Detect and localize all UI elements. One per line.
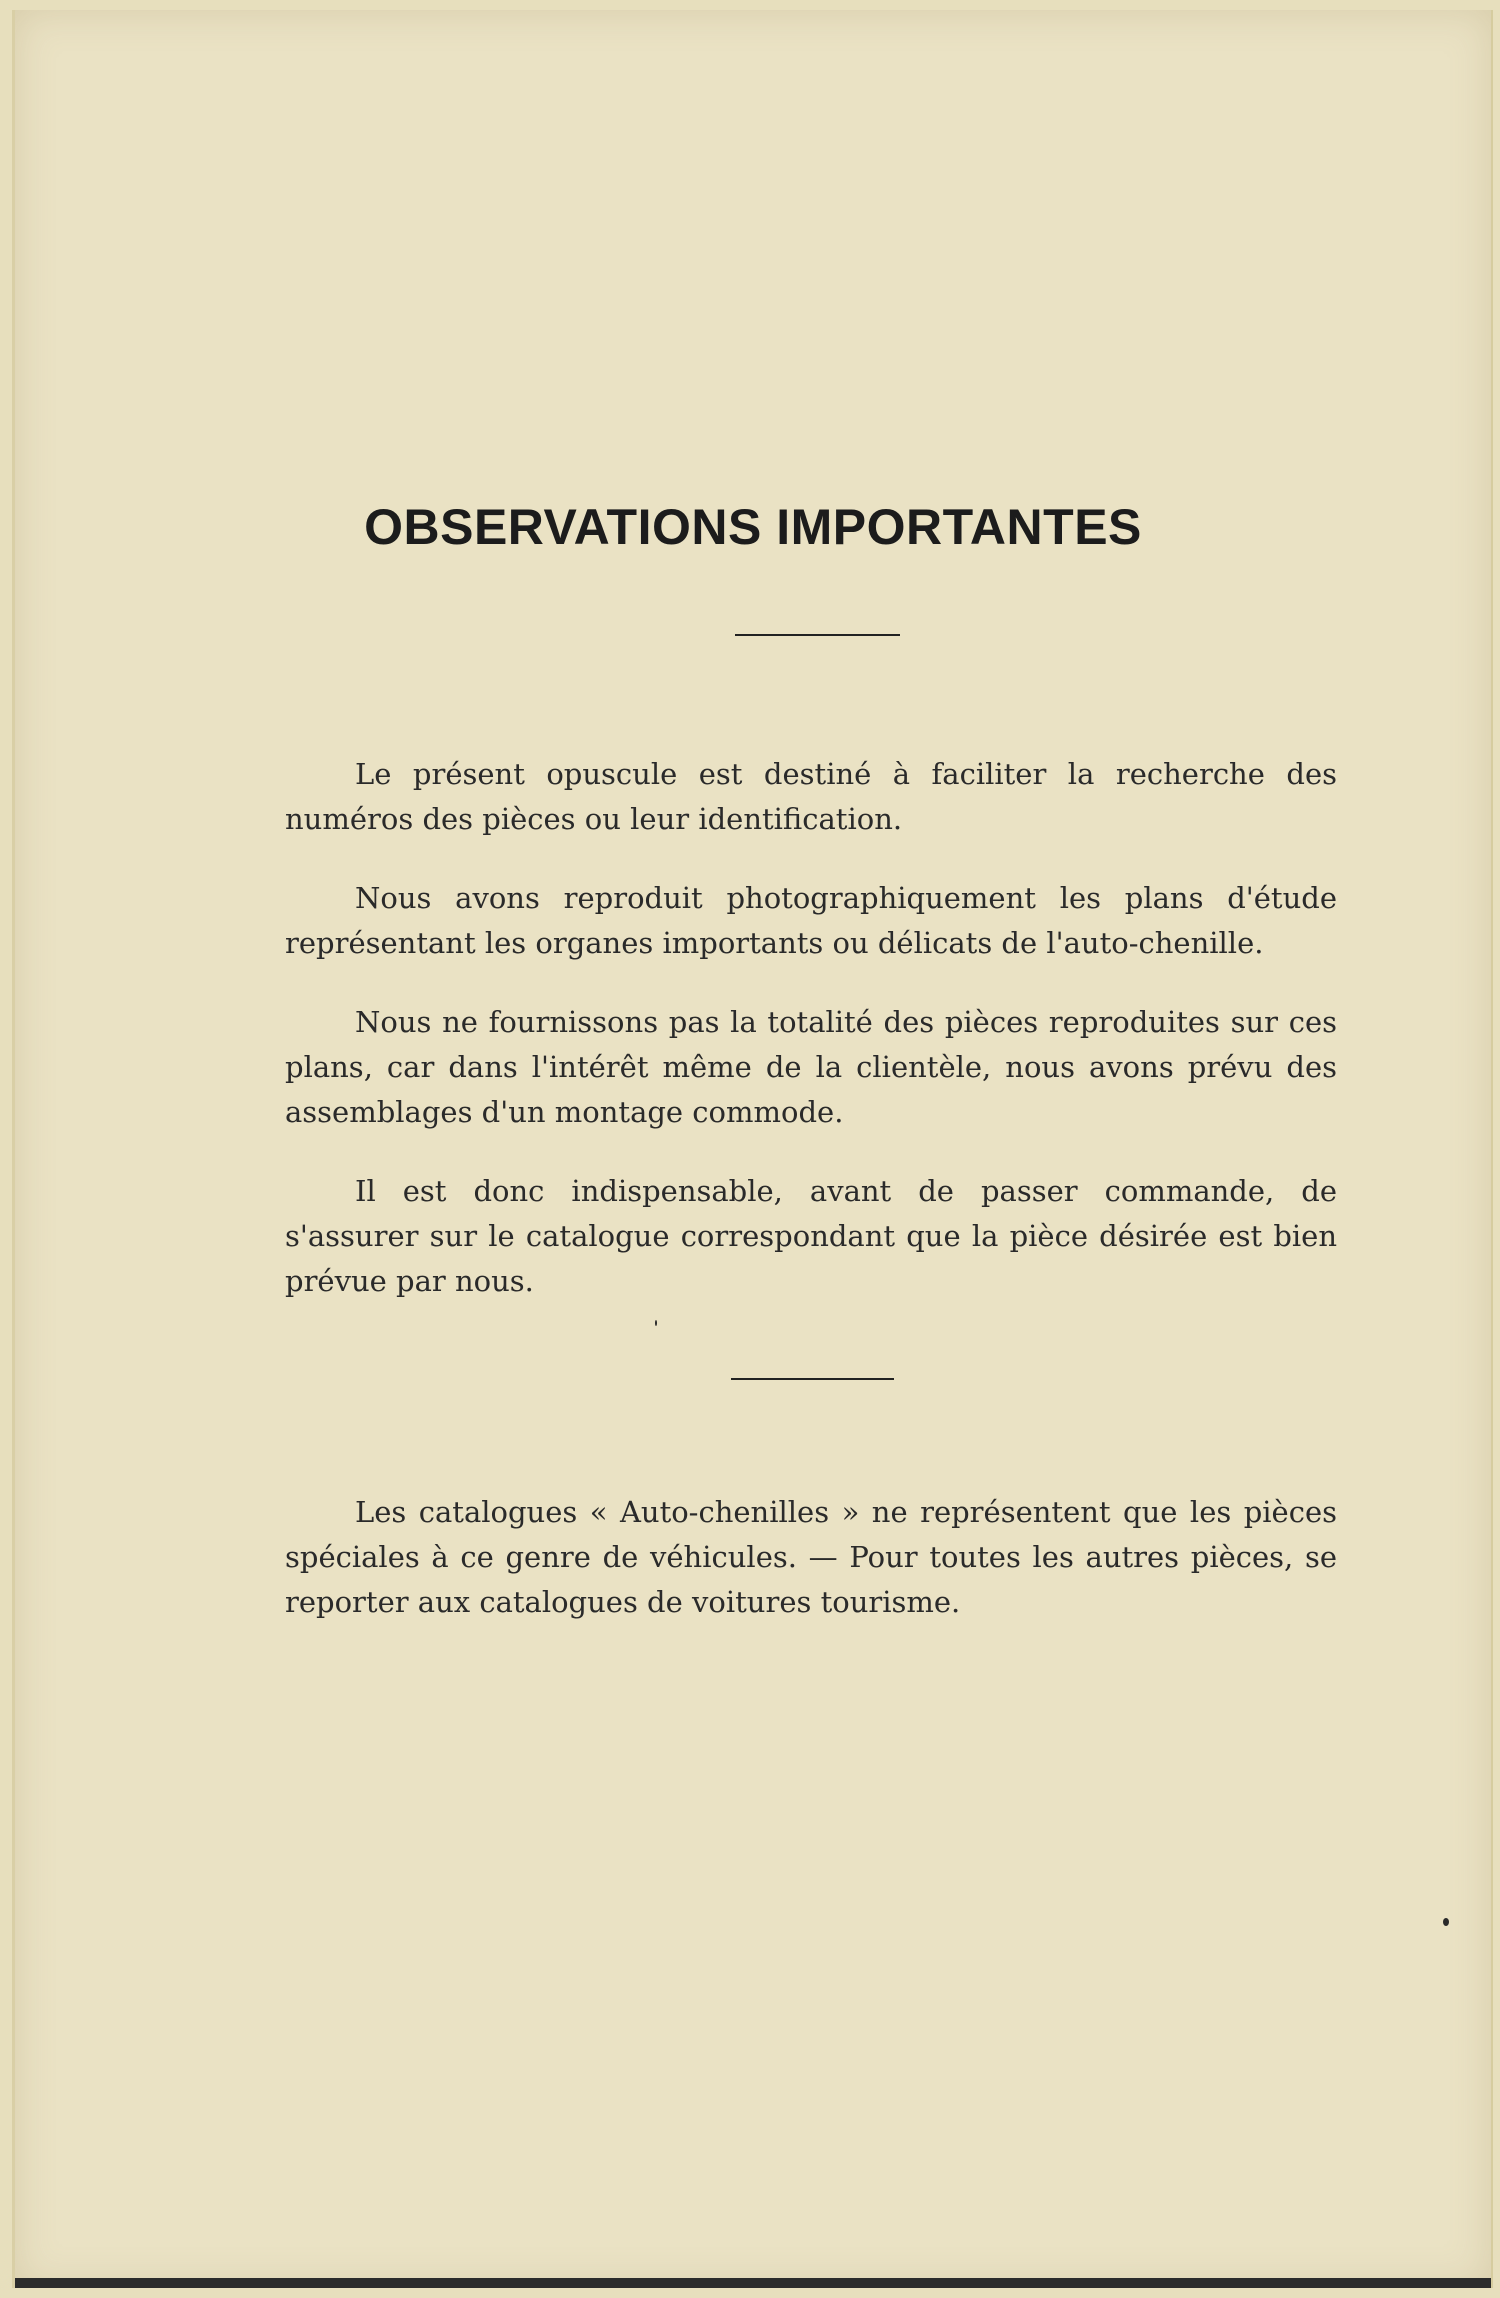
paragraph-catalogues: Les catalogues « Auto-chenilles » ne représentent que les pièces spéciales à ce genre de véhicules. — Pour toutes les autres pièces, se reporter aux catalogues de voitures tourisme. bbox=[285, 1495, 1337, 1619]
ink-speck bbox=[655, 1320, 657, 1326]
observations-body bbox=[285, 752, 1337, 1338]
paragraph-ordering: Il est donc indispensable, avant de passer commande, de s'assurer sur le catalogue correspondant que la pièce désirée est bien prévue par nous. bbox=[285, 1174, 1337, 1298]
page-bottom-edge bbox=[15, 2278, 1491, 2288]
paragraph-plans: Nous avons reproduit photographiquement les plans d'étude représentant les organes importants ou délicats de l'auto-chenille. bbox=[285, 881, 1337, 960]
catalogue-note bbox=[285, 1490, 1337, 1659]
ink-speck bbox=[1443, 1918, 1449, 1926]
page-title: OBSERVATIONS IMPORTANTES bbox=[364, 499, 1142, 555]
section-divider bbox=[731, 1378, 894, 1380]
paragraph-assemblies: Nous ne fournissons pas la totalité des pièces reproduites sur ces plans, car dans l'intérêt même de la clientèle, nous avons prévu des assemblages d'un montage commode. bbox=[285, 1005, 1337, 1129]
document-page bbox=[12, 10, 1493, 2288]
paragraph-purpose: Le présent opuscule est destiné à faciliter la recherche des numéros des pièces ou leur identification. bbox=[285, 757, 1337, 836]
title-divider bbox=[735, 634, 900, 636]
